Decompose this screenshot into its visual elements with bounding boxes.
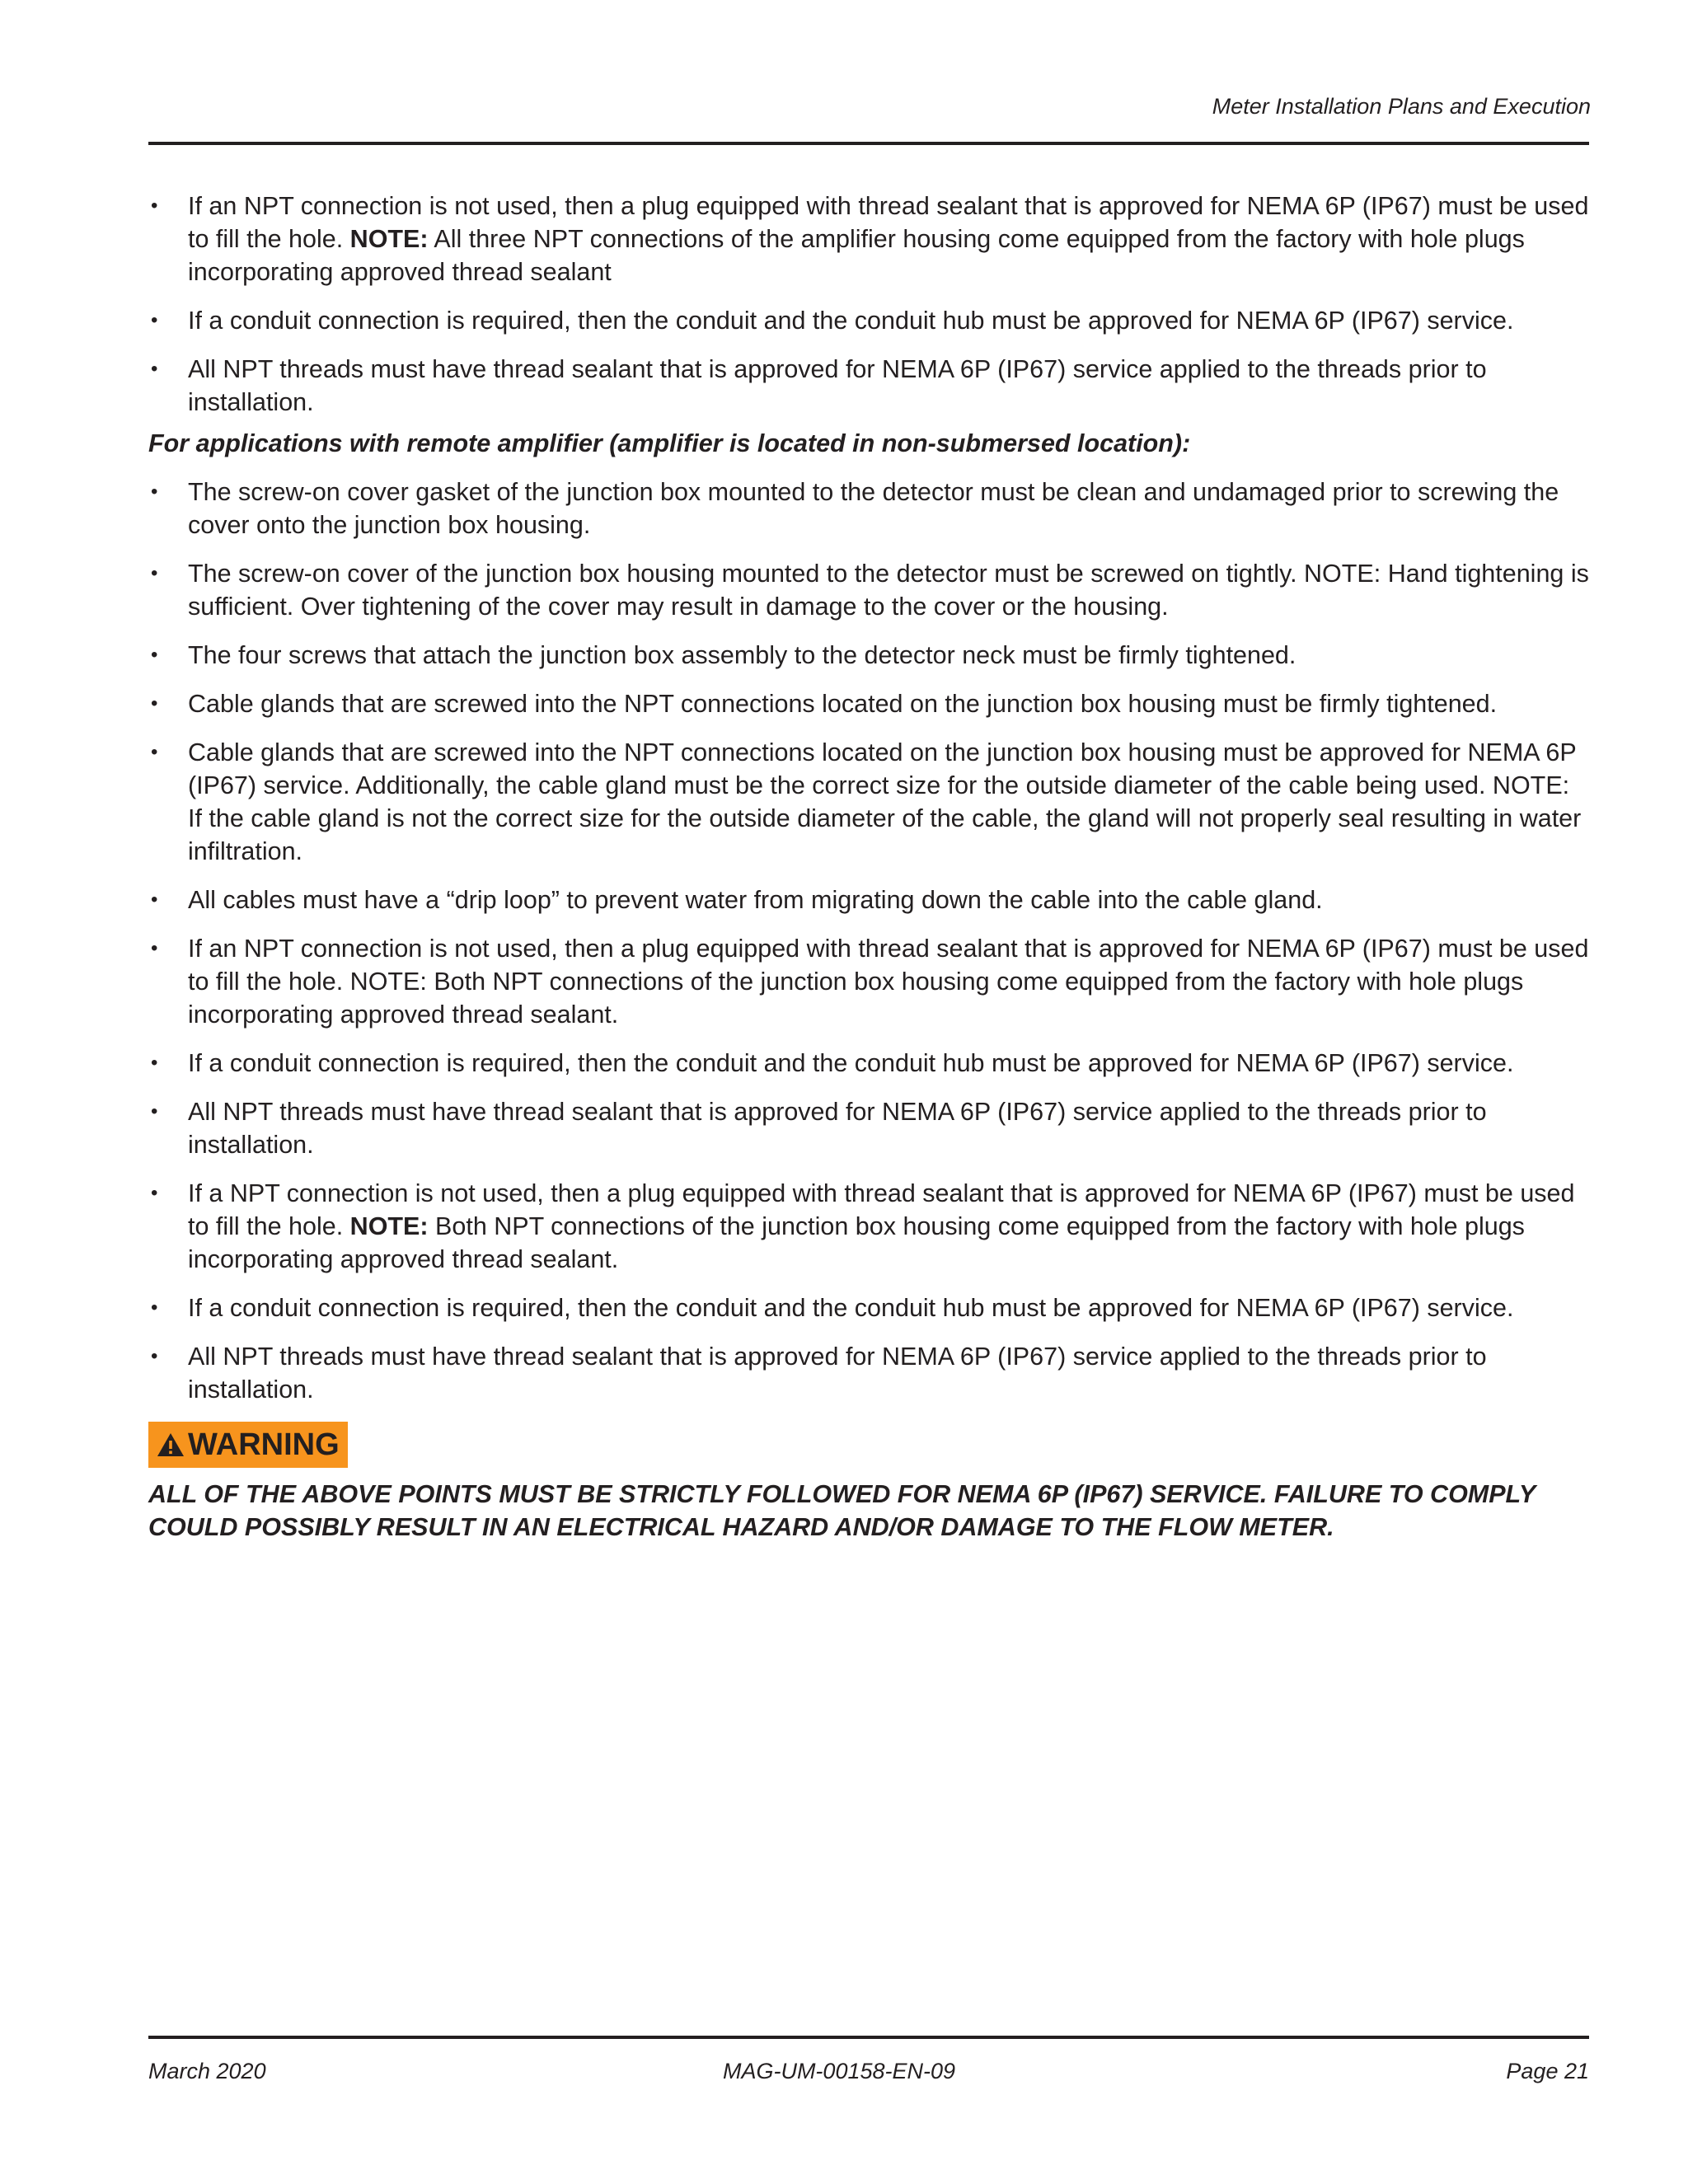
warning-label: WARNING <box>188 1427 340 1462</box>
bullet-list-remote <box>148 476 1589 1406</box>
bullet-icon: • <box>151 480 158 503</box>
footer-rule <box>148 2036 1589 2039</box>
warning-badge <box>148 1422 348 1468</box>
list-item: • The four screws that attach the junction box assembly to the detector neck must be firmly tightened. <box>148 639 1589 672</box>
bullet-icon: • <box>151 937 158 959</box>
list-item: • If a NPT connection is not used, then a plug equipped with thread sealant that is approved for NEMA 6P (IP67) must be used to fill the hole. NOTE: Both NPT connections of the junction box housing come equipped from the factory with hole plugs incorporating approved thread sealant. <box>148 1177 1589 1276</box>
warning-message: ALL OF THE ABOVE POINTS MUST BE STRICTLY FOLLOWED FOR NEMA 6P (IP67) SERVICE. FAILURE TO COMPLY COULD POSSIBLY RESULT IN AN ELECTRICAL HAZARD AND/OR DAMAGE TO THE FLOW METER. <box>148 1480 1536 1541</box>
footer-page-number: Page 21 <box>1506 2059 1589 2083</box>
bullet-icon: • <box>151 194 158 217</box>
note-label: NOTE: <box>349 225 429 253</box>
list-item: • Cable glands that are screwed into the NPT connections located on the junction box housing must be approved for NEMA 6P (IP67) service. Additionally, the cable gland must be the correct size for the outside diameter of the cable being used. NOTE: If the cable gland is not the correct size for the outside diameter of the cable, the gland will not properly seal resulting in water infiltration. <box>148 736 1589 868</box>
list-item: • If an NPT connection is not used, then a plug equipped with thread sealant that is approved for NEMA 6P (IP67) must be used to fill the hole. NOTE: Both NPT connections of the junction box housing come equipped from the factory with hole plugs incorporating approved thread sealant. <box>148 932 1589 1031</box>
list-item: • All NPT threads must have thread sealant that is approved for NEMA 6P (IP67) service applied to the threads prior to installation. <box>148 1340 1589 1406</box>
list-item: • The screw-on cover of the junction box housing mounted to the detector must be screwed on tightly. NOTE: Hand tightening is sufficient. Over tightening of the cover may result in damage to the cover or the housing. <box>148 557 1589 623</box>
page-content <box>148 190 1589 1544</box>
bullet-icon: • <box>151 692 158 715</box>
section-subheading: For applications with remote amplifier (amplifier is located in non-submersed location): <box>148 429 1191 457</box>
bullet-icon: • <box>151 309 158 331</box>
running-header: Meter Installation Plans and Execution <box>1212 94 1591 119</box>
bullet-icon: • <box>151 741 158 763</box>
list-item: • If a conduit connection is required, then the conduit and the conduit hub must be approved for NEMA 6P (IP67) service. <box>148 304 1589 337</box>
bullet-icon: • <box>151 1345 158 1367</box>
bullet-icon: • <box>151 888 158 911</box>
note-label: NOTE: <box>349 1212 429 1240</box>
bullet-icon: • <box>151 358 158 380</box>
warning-triangle-icon <box>157 1432 185 1457</box>
list-item: • All NPT threads must have thread sealant that is approved for NEMA 6P (IP67) service applied to the threads prior to installation. <box>148 353 1589 419</box>
list-item: • If an NPT connection is not used, then a plug equipped with thread sealant that is approved for NEMA 6P (IP67) must be used to fill the hole. NOTE: All three NPT connections of the amplifier housing come equipped from the factory with hole plugs incorporating approved thread sealant <box>148 190 1589 288</box>
footer-date: March 2020 <box>148 2059 266 2083</box>
list-item: • Cable glands that are screwed into the NPT connections located on the junction box housing must be firmly tightened. <box>148 687 1589 720</box>
list-item: • All NPT threads must have thread sealant that is approved for NEMA 6P (IP67) service applied to the threads prior to installation. <box>148 1095 1589 1161</box>
bullet-list-integral <box>148 190 1589 419</box>
page-footer <box>148 2059 1589 2092</box>
list-item: • All cables must have a “drip loop” to prevent water from migrating down the cable into the cable gland. <box>148 883 1589 916</box>
bullet-icon: • <box>151 1182 158 1204</box>
header-rule <box>148 142 1589 145</box>
bullet-icon: • <box>151 1052 158 1074</box>
bullet-icon: • <box>151 644 158 666</box>
footer-doc-id: MAG-UM-00158-EN-09 <box>722 2059 956 2083</box>
bullet-icon: • <box>151 1100 158 1122</box>
bullet-icon: • <box>151 562 158 584</box>
list-item: • If a conduit connection is required, then the conduit and the conduit hub must be approved for NEMA 6P (IP67) service. <box>148 1291 1589 1324</box>
list-item: • The screw-on cover gasket of the junction box mounted to the detector must be clean and undamaged prior to screwing the cover onto the junction box housing. <box>148 476 1589 541</box>
bullet-icon: • <box>151 1296 158 1319</box>
list-item: • If a conduit connection is required, then the conduit and the conduit hub must be approved for NEMA 6P (IP67) service. <box>148 1047 1589 1080</box>
